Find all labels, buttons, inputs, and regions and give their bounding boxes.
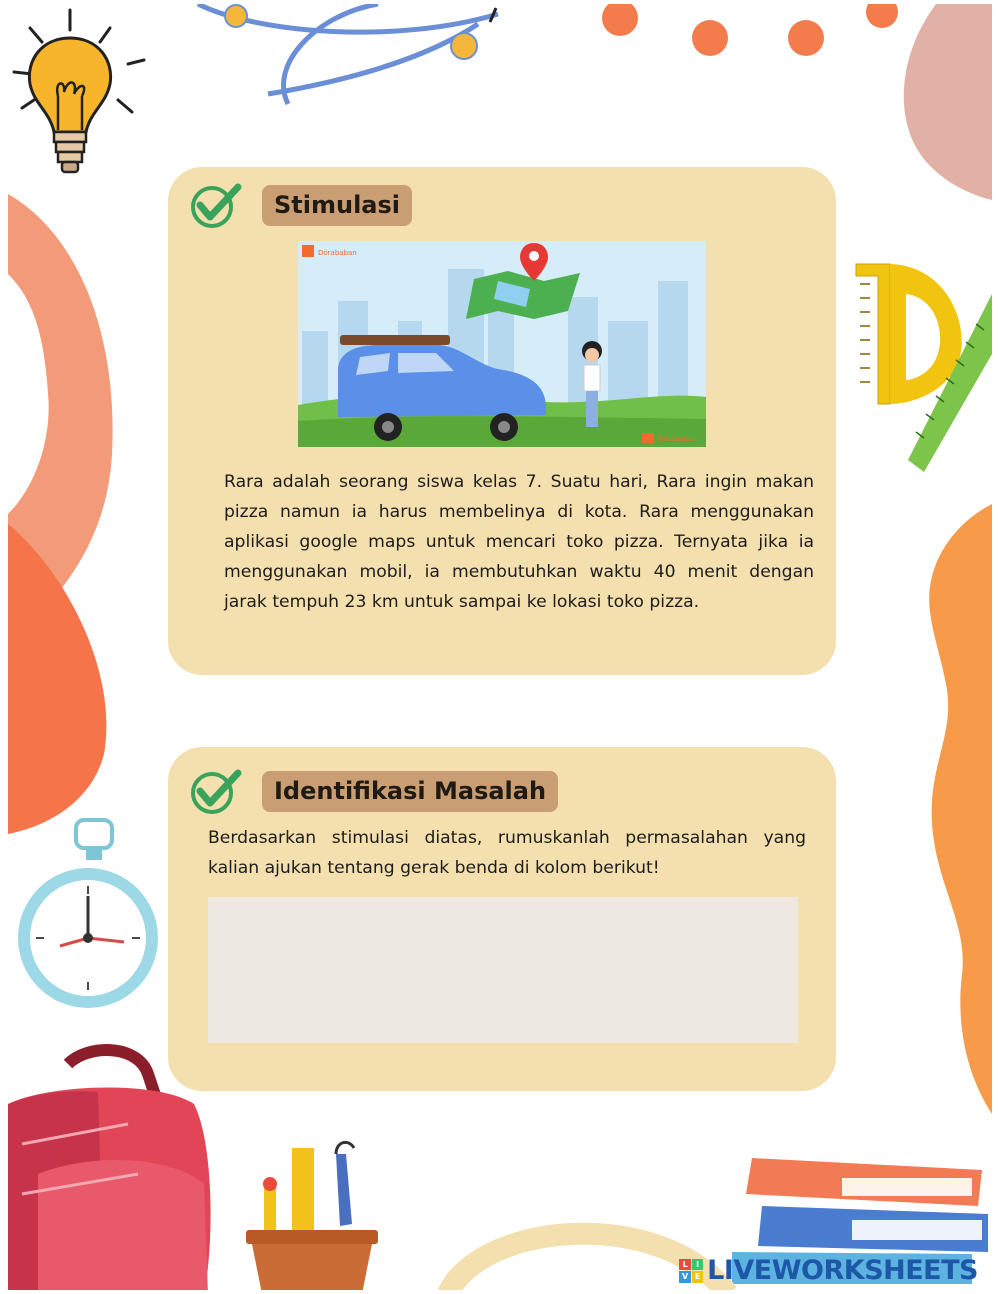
stimulasi-header xyxy=(188,181,412,229)
light-bulb-icon xyxy=(8,4,158,189)
orange-dots-decoration xyxy=(598,4,918,64)
pencil-cup-icon xyxy=(236,1134,396,1290)
identifikasi-header xyxy=(188,767,558,815)
liveworksheets-logo-text: LIVEWORKSHEETS xyxy=(707,1255,978,1286)
stimulasi-paragraph: Rara adalah seorang siswa kelas 7. Suatu hari, Rara ingin makan pizza namun ia harus membelinya di kota. Rara menggunakan aplikasi google maps untuk mencari toko pizza. Ternyata jika ia menggunakan mobil, ia membutuhkan waktu 40 menit dengan jarak tempuh 23 km untuk sampai ke lokasi toko pizza. xyxy=(224,472,814,612)
identifikasi-card xyxy=(168,747,836,1091)
salmon-ring-decoration xyxy=(8,194,118,834)
stimulasi-card xyxy=(168,167,836,675)
brand-label-bottom: Dorababan xyxy=(658,435,697,443)
identifikasi-paragraph: Berdasarkan stimulasi diatas, rumuskanlah permasalahan yang kalian ajukan tentang gerak benda di kolom berikut! xyxy=(208,828,806,878)
answer-textarea[interactable] xyxy=(208,897,798,1043)
atom-orbit-decoration xyxy=(178,4,518,114)
protractor-ruler-icon xyxy=(846,254,992,474)
pink-blob-decoration xyxy=(896,4,992,204)
check-circle-icon xyxy=(188,767,242,815)
stimulus-illustration xyxy=(298,241,706,447)
identifikasi-title: Identifikasi Masalah xyxy=(262,771,558,812)
liveworksheets-badge-icon: L I V E xyxy=(679,1259,703,1283)
liveworksheets-logo xyxy=(679,1255,978,1286)
orange-blob-decoration xyxy=(916,504,992,1124)
stopwatch-icon xyxy=(8,816,158,1016)
stimulasi-title: Stimulasi xyxy=(262,185,412,226)
worksheet-page xyxy=(8,4,992,1290)
check-circle-icon xyxy=(188,181,242,229)
brand-label-top: Dorababan xyxy=(318,249,357,257)
